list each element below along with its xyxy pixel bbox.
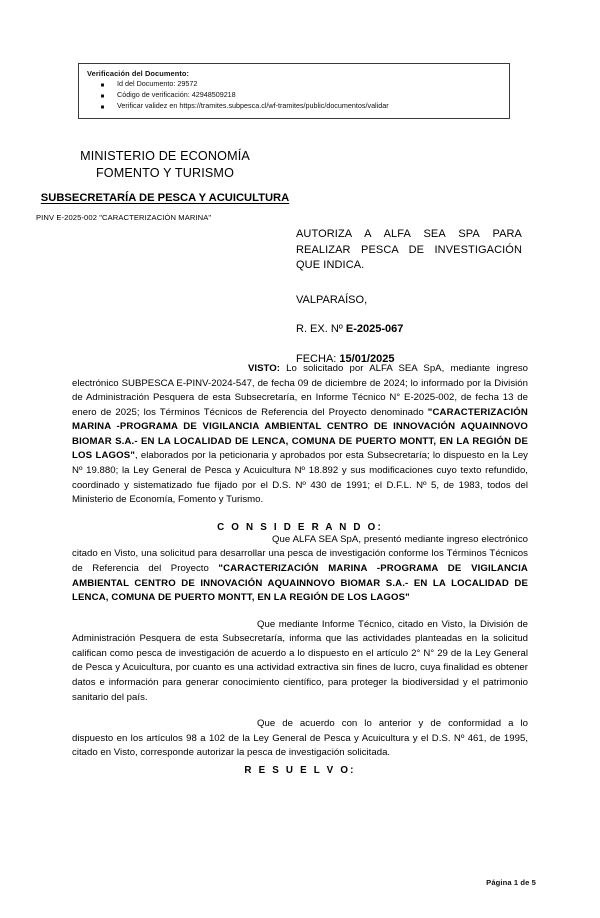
bullet-icon (101, 83, 104, 86)
visto-text-tail: , elaborados por la peticionaria y aprobados por esta Subsecretaría; lo dispuesto en la Ley Nº 19.880; la Ley General de Pesca y Acuicultura Nº 18.892 y sus modificaciones cuyo texto refundido, coordinado y sistematizado fue fijado por el D.S. Nº 430 de 1991; el D.F.L. Nº 5, de 1983, todos del Ministerio de Economía, Fomento y Turismo. (72, 450, 528, 506)
bullet-icon (101, 105, 104, 108)
page-footer: Página 1 de 5 (486, 878, 536, 887)
verification-item-text: Id del Documento: 29572 (117, 79, 198, 89)
bullet-icon (101, 94, 104, 97)
verification-item-text: Verificar validez en https://tramites.subpesca.cl/wf-tramites/public/documentos/validar (117, 101, 389, 111)
resolution-date-value: 15/01/2025 (339, 352, 395, 365)
considerando-1-text: Que ALFA SEA SpA, presentó mediante ingreso electrónico citado en Visto, una solicitud para desarrollar una pesca de investigación conforme los Términos Técnicos de Referencia del Proyecto (72, 533, 528, 574)
verification-list (87, 79, 503, 112)
project-title-quoted: "CARACTERIZACIÓN MARINA -PROGRAMA DE VIGILANCIA AMBIENTAL CENTRO DE INNOVACIÓN AQUAINNOVO BIOMAR S.A.- EN LA LOCALIDAD DE LENCA, COMUNA DE PUERTO MONTT, EN LA REGIÓN DE LOS LAGOS" (72, 562, 529, 604)
paragraph-considerando-2: Que mediante Informe Técnico, citado en Visto, la División de Administración Pesquera de esta Subsecretaría, informa que las actividades planteadas en la solicitud califican como pesca de investigación de acuerdo a lo dispuesto en el artículo 2° N° 29 de la Ley General de Pesca y Acuicultura, por cuanto es una actividad extractiva sin fines de lucro, cuya finalidad es obtener datos e información para generar conocimiento científico, para proteger la biodiversidad y el patrimonio sanitario del país. (72, 618, 528, 703)
project-title-quoted: "CARACTERIZACIÓN MARINA -PROGRAMA DE VIGILANCIA AMBIENTAL CENTRO DE INNOVACIÓN AQUAINNOVO BIOMAR S.A.- EN LA LOCALIDAD DE LENCA, COMUNA DE PUERTO MONTT, EN LA REGIÓN DE LOS LAGOS" (72, 406, 528, 462)
subsecretaria-title: SUBSECRETARÍA DE PESCA Y ACUICULTURA (40, 191, 290, 204)
resolution-subject: AUTORIZA A ALFA SEA SPA PARA REALIZAR PESCA DE INVESTIGACIÓN QUE INDICA. (296, 228, 522, 272)
paragraph-visto (72, 362, 528, 508)
resolution-header-block (296, 227, 522, 367)
resolution-number-value: E-2025-067 (345, 323, 404, 336)
ministry-line-2: FOMENTO Y TURISMO (95, 166, 235, 181)
resuelvo-heading: R E S U E L V O: (244, 764, 356, 776)
visto-label: VISTO: (248, 363, 280, 374)
document-body (72, 362, 528, 776)
visto-text-lead: Lo solicitado por ALFA SEA SpA, mediante ingreso electrónico SUBPESCA E-PINV-2024-547, de fecha 09 de diciembre de 2024; lo informado por la División de Administración Pesquera de esta Subsecretaría, en Informe Técnico N° E-2025-002, de fecha 13 de enero de 2025; los Términos Técnicos de Referencia del Proyecto denominado (72, 363, 528, 418)
verification-box (78, 63, 510, 119)
verification-item-code (87, 90, 503, 101)
verification-title: Verificación del Documento: (87, 69, 190, 78)
considerando-heading: C O N S I D E R A N D O: (217, 521, 383, 533)
resolution-place: VALPARAÍSO, (296, 293, 368, 306)
verification-item-text: Código de verificación: 42948509218 (117, 90, 236, 100)
ministry-line-1: MINISTERIO DE ECONOMÍA (80, 149, 250, 163)
resolution-date-label: FECHA: (296, 352, 340, 365)
paragraph-considerando-3: Que de acuerdo con lo anterior y de conformidad a lo dispuesto en los artículos 98 a 102 de la Ley General de Pesca y Acuicultura y el D.S. Nº 461, de 1995, citado en Visto, corresponde autorizar la pesca de investigación solicitada. (72, 718, 528, 759)
paragraph-considerando-1 (72, 533, 528, 606)
verification-item-id (87, 79, 503, 90)
letterhead (36, 148, 294, 222)
verification-item-url (87, 101, 503, 112)
resolution-number-line (296, 322, 522, 337)
resolution-number-label: R. EX. Nº (296, 323, 346, 336)
project-code-label: PINV E-2025-002 "CARACTERIZACIÓN MARINA" (36, 212, 212, 222)
